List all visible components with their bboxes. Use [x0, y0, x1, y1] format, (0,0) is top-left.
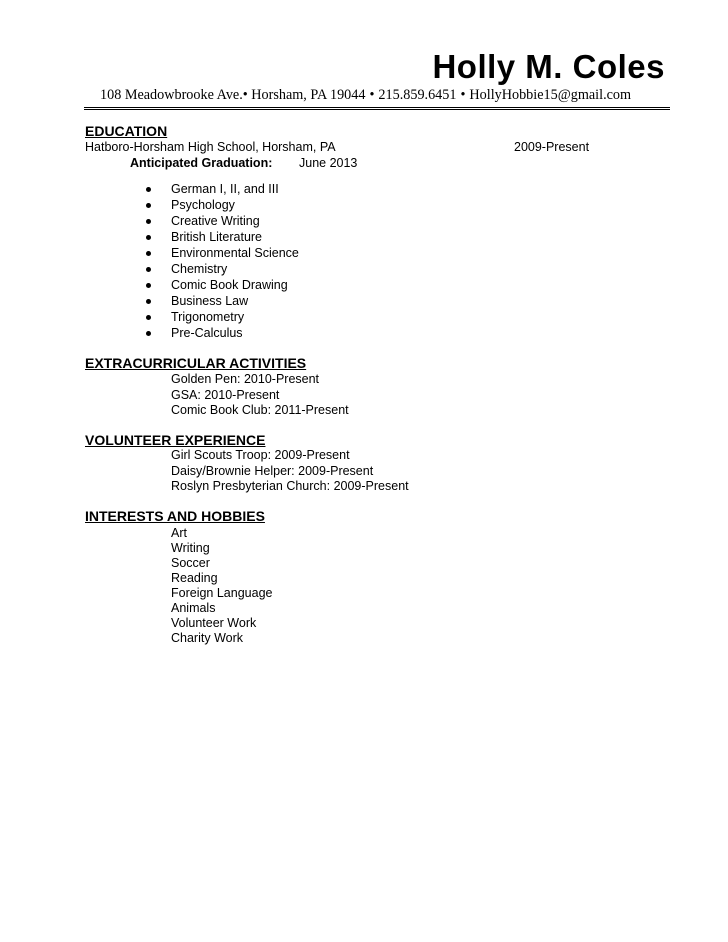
interest-item — [171, 587, 272, 600]
interest-item — [171, 572, 218, 585]
interest-item — [171, 527, 187, 540]
interest-item — [171, 557, 210, 570]
interest-item-text: Soccer — [171, 556, 210, 570]
course-item-text: Business Law — [171, 294, 249, 308]
interest-item-text: Reading — [171, 571, 218, 585]
interest-item-text: Writing — [171, 541, 210, 555]
city: Horsham, PA 19044 — [251, 87, 366, 103]
extracurricular-heading: EXTRACURRICULAR ACTIVITIES — [85, 355, 307, 371]
course-item-text: British Literature — [171, 230, 263, 244]
course-item-text: Comic Book Drawing — [171, 278, 288, 292]
bullet-icon — [146, 283, 151, 288]
education-heading: EDUCATION — [85, 123, 168, 139]
bullet-icon — [146, 251, 151, 256]
course-item-text: German I, II, and III — [171, 182, 279, 196]
graduation-label: Anticipated Graduation: — [130, 156, 273, 170]
activity-item — [171, 389, 279, 402]
activity-item-text: Golden Pen: 2010-Present — [171, 372, 320, 386]
bullet-icon — [146, 219, 151, 224]
course-item — [146, 199, 235, 212]
interests-heading: INTERESTS AND HOBBIES — [85, 508, 265, 524]
interest-item — [171, 632, 243, 645]
volunteer-item-text: Daisy/Brownie Helper: 2009-Present — [171, 463, 374, 478]
volunteer-item — [171, 480, 409, 493]
bullet-icon — [146, 331, 151, 336]
bullet-icon — [146, 267, 151, 272]
course-item — [146, 231, 262, 244]
course-item — [146, 247, 299, 260]
volunteer-item-text: Girl Scouts Troop: 2009-Present — [171, 448, 350, 462]
separator: • — [369, 87, 375, 103]
volunteer-item-text: Roslyn Presbyterian Church: 2009-Present — [171, 479, 409, 493]
phone: 215.859.6451 — [378, 87, 457, 103]
interest-item — [171, 542, 210, 555]
activity-item — [171, 404, 349, 417]
course-item — [146, 215, 260, 228]
address: 108 Meadowbrooke Ave. — [100, 87, 243, 103]
school-name: Hatboro-Horsham High School, Horsham, PA — [85, 140, 336, 154]
bullet-icon — [146, 235, 151, 240]
activity-item-text: Comic Book Club: 2011-Present — [171, 403, 349, 417]
interest-item — [171, 617, 256, 630]
bullet-icon — [146, 203, 151, 208]
interest-item-text: Foreign Language — [171, 586, 273, 600]
resume-name: Holly M. Coles — [432, 48, 665, 85]
course-item — [146, 279, 288, 292]
bullet-icon — [146, 299, 151, 304]
course-item-text: Chemistry — [171, 262, 228, 276]
bullet-icon — [146, 187, 151, 192]
course-item-text: Pre-Calculus — [171, 326, 243, 340]
course-item-text: Environmental Science — [171, 246, 299, 260]
separator: • — [460, 87, 466, 103]
graduation-value: June 2013 — [299, 156, 358, 170]
course-item-text: Psychology — [171, 198, 235, 212]
interest-item-text: Charity Work — [171, 631, 244, 645]
course-item — [146, 183, 279, 196]
contact-line — [100, 88, 631, 102]
school-dates: 2009-Present — [514, 140, 590, 154]
course-item-text: Trigonometry — [171, 310, 245, 324]
volunteer-heading: VOLUNTEER EXPERIENCE — [85, 432, 266, 448]
interest-item-text: Volunteer Work — [171, 616, 257, 630]
volunteer-item — [171, 465, 373, 478]
course-item — [146, 311, 244, 324]
email: HollyHobbie15@gmail.com — [469, 87, 632, 103]
course-item-text: Creative Writing — [171, 214, 260, 228]
interest-item-text: Art — [171, 526, 187, 540]
interest-item-text: Animals — [171, 601, 216, 615]
interest-item — [171, 602, 215, 615]
header-divider — [84, 107, 670, 110]
activity-item — [171, 373, 319, 386]
course-item — [146, 327, 243, 340]
activity-item-text: GSA: 2010-Present — [171, 387, 280, 402]
volunteer-item — [171, 449, 350, 462]
course-item — [146, 263, 227, 276]
course-item — [146, 295, 248, 308]
bullet-icon — [146, 315, 151, 320]
separator: • — [242, 87, 248, 103]
